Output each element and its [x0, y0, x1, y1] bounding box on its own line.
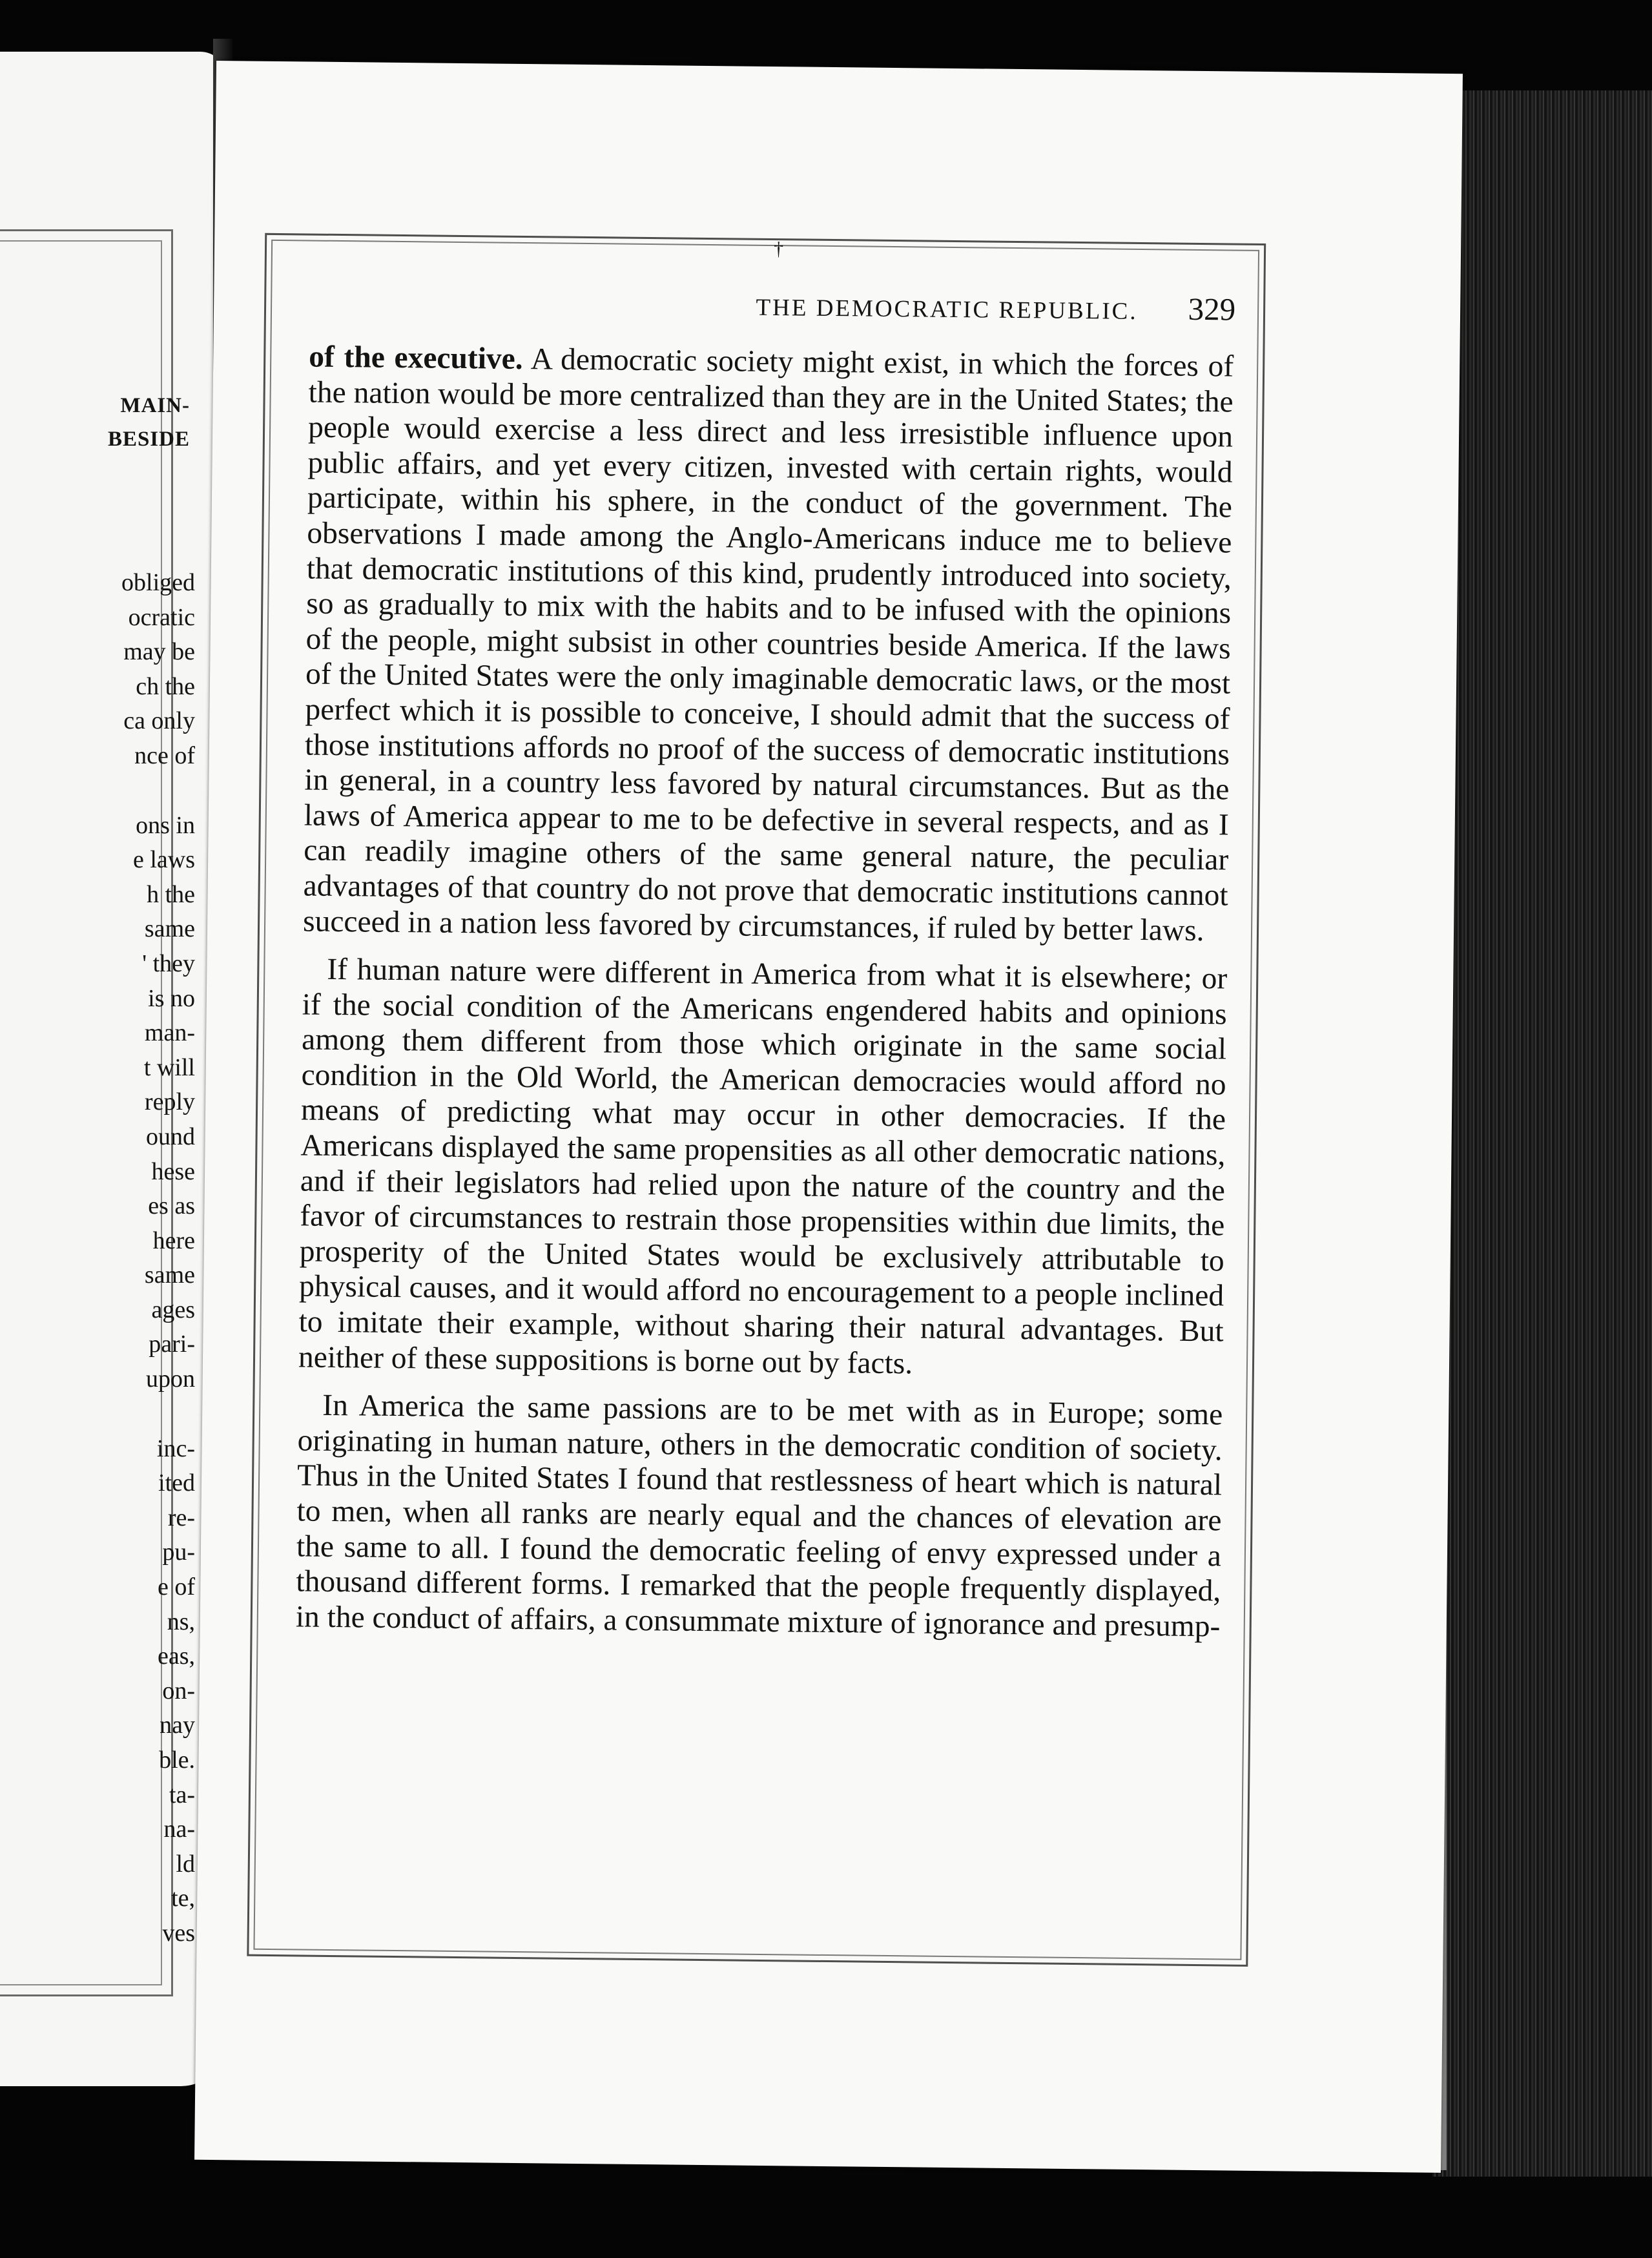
previous-page-line-fragment: is no: [148, 984, 195, 1012]
previous-page-line-fragment: ' they: [142, 949, 195, 977]
previous-page-line-fragment: ons in: [136, 811, 195, 839]
previous-page: [0, 52, 226, 2086]
previous-page-line-fragment: ocratic: [128, 603, 195, 631]
previous-page-line-fragment: es as: [148, 1192, 195, 1220]
paragraph-text: A democratic society might exist, in which the forces of the nation would be more centralized than they are in the United States; the people would exercise a less direct and less irresistible influence upon public affairs, and yet every citizen, invested with certain rights, would participate, within his sphere, in the conduct of the government. The observations I made among the Anglo-Americans induce me to believe that democratic institutions of this kind, prudently introduced into society, so as gradually to mix with the habits and to be infused with the opinions of the people, might subsist in other countries beside America. If the laws of the United States were the only imaginable democratic laws, or the most perfect which it is possible to conceive, I should admit that the success of those institutions affords no proof of the success of democratic institutions in general, in a country less favored by natural circumstances. But as the laws of America appear to me to be defective in several respects, and as I can readily imagine others of the same general nature, the peculiar advantages of that country do not prove that democratic institutions cannot succeed in a nation less favored by circumstances, if ruled by better laws.: [302, 342, 1234, 948]
previous-page-line-fragment: reply: [144, 1088, 195, 1116]
previous-page-line-fragment: ages: [151, 1296, 195, 1323]
previous-page-heading-line: BESIDE: [107, 428, 190, 451]
previous-page-line-fragment: same: [144, 915, 195, 943]
previous-page-line-fragment: hese: [151, 1157, 195, 1185]
previous-page-heading-line: MAIN-: [120, 394, 190, 417]
book-page-edges: [1432, 90, 1652, 2177]
previous-page-line-fragment: ch the: [136, 672, 195, 700]
previous-page-line-fragment: ld: [176, 1850, 195, 1878]
previous-page-line-fragment: inc-: [156, 1435, 195, 1462]
header-ornament: †: [773, 238, 784, 260]
previous-page-line-fragment: t will: [143, 1053, 195, 1081]
previous-page-line-fragment: h the: [147, 880, 195, 908]
page-number: 329: [1188, 291, 1236, 327]
paragraph-gap: [0, 774, 195, 809]
paragraph-gap: [0, 1397, 195, 1432]
previous-page-line-fragment: on-: [162, 1677, 195, 1704]
paragraph-lead: of the executive.: [309, 340, 523, 376]
previous-page-line-fragment: ca only: [123, 707, 195, 735]
previous-page-line-fragment: may be: [123, 638, 195, 666]
previous-page-line-fragment: ited: [158, 1469, 195, 1497]
previous-page-line-fragment: ns,: [167, 1608, 195, 1635]
previous-page-line-fragment: na-: [163, 1816, 195, 1843]
previous-page-line-fragment: same: [144, 1261, 195, 1289]
current-page: [194, 61, 1463, 2173]
previous-page-line-fragment: nce of: [134, 741, 195, 769]
previous-page-line-fragment: ta-: [169, 1781, 195, 1808]
previous-page-line-fragment: nay: [160, 1712, 195, 1739]
previous-page-line-fragment: obliged: [121, 569, 195, 596]
previous-page-line-fragment: te,: [171, 1885, 195, 1912]
previous-page-line-fragment: here: [152, 1227, 195, 1254]
paragraph: If human nature were different in America from what it is elsewhere; or if the social condition of the Americans engendered habits and opinions among them different from those which originate in the same social condition in the Old World, the American democracies would afford no means of predicting what may occur in other democracies. If the Americans displayed the same propensities as all other democratic nations, and if their legislators had relied upon the nature of the country and the favor of circumstances to restrain those propensities within due limits, the prosperity of the United States would be exclusively attributable to physical causes, and it would afford no encouragement to a people inclined to imitate their example, without sharing their natural advantages. But neither of these suppositions is borne out by facts.: [298, 952, 1228, 1381]
previous-page-line-fragment: eas,: [157, 1642, 195, 1670]
body-text: [296, 340, 1234, 1644]
previous-page-line-fragment: e laws: [132, 846, 195, 874]
paragraph: In America the same passions are to be met with as in Europe; some originating in human nature, others in the democratic condition of society. Thus in the United States I found that restlessness of heart which is natural to men, when all ranks are nearly equal and the chances of elevation are the same to all. I found the democratic feeling of envy expressed under a thousand different forms. I remarked that the people frequently displayed, in the conduct of affairs, a consummate mixture of ignorance and presump-: [295, 1389, 1223, 1644]
previous-page-text: [0, 566, 195, 1951]
previous-page-line-fragment: e of: [157, 1573, 195, 1601]
previous-page-line-fragment: pu-: [162, 1538, 195, 1566]
paragraph: [303, 340, 1234, 949]
previous-page-line-fragment: upon: [146, 1365, 195, 1393]
running-title: THE DEMOCRATIC REPUBLIC.: [756, 294, 1138, 325]
previous-page-line-fragment: ble.: [159, 1746, 195, 1774]
previous-page-line-fragment: man-: [144, 1019, 195, 1047]
previous-page-line-fragment: re-: [167, 1504, 195, 1531]
previous-page-line-fragment: ound: [146, 1123, 195, 1150]
previous-page-line-fragment: pari-: [149, 1331, 195, 1358]
previous-page-line-fragment: ves: [162, 1919, 195, 1947]
